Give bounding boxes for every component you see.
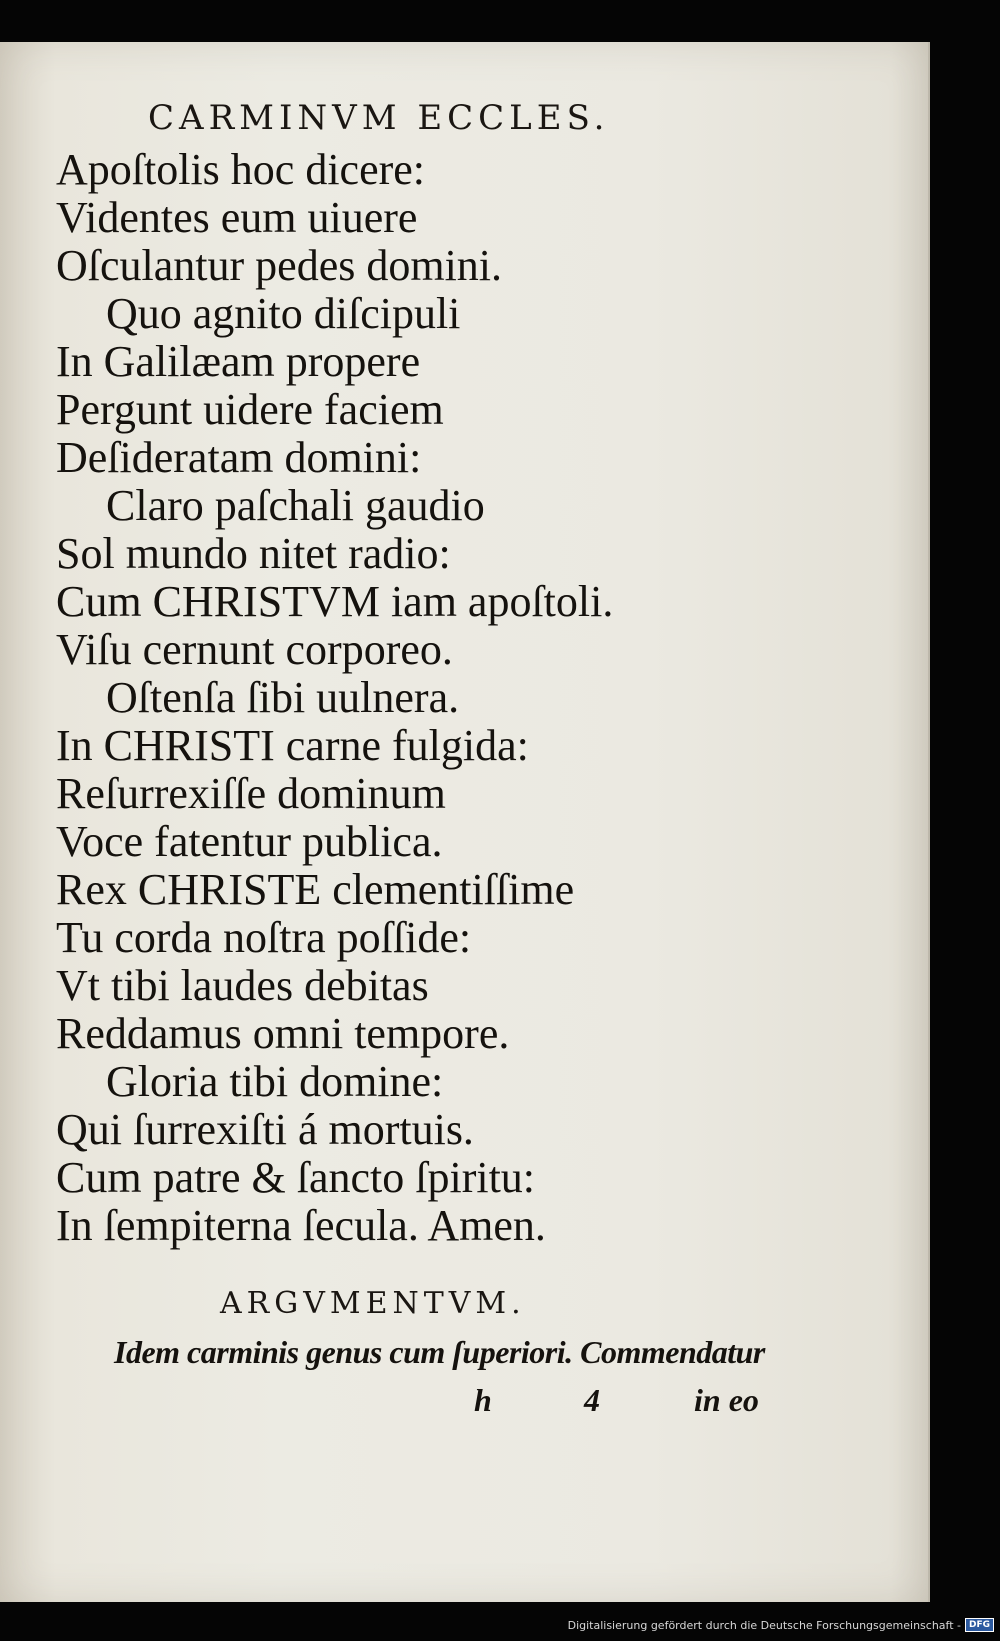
verse-line: Cum CHRISTVM iam apoſtoli. [56,577,614,626]
verse-line: Qui ſurrexiſti á mortuis. [56,1105,474,1154]
catchword: in eo [694,1382,759,1418]
verse-line: Viſu cernunt corporeo. [56,625,453,674]
verse-line: Cum patre & ſancto ſpiritu: [56,1153,536,1202]
verse-line: In ſempiterna ſecula. Amen. [56,1201,546,1250]
hymn-verse [56,146,613,1250]
verse-line: Videntes eum uiuere [56,193,418,242]
verse-line: Apoſtolis hoc dicere: [56,145,426,194]
signature-number: 4 [584,1382,600,1418]
verse-line: In CHRISTI carne fulgida: [56,721,529,770]
funding-credit [568,1615,994,1635]
verse-line: Reddamus omni tempore. [56,1009,510,1058]
verse-line: Reſurrexiſſe dominum [56,769,446,818]
verse-line: Claro paſchali gaudio [106,481,485,530]
signature-mark: h [474,1382,492,1418]
verse-line: Quo agnito diſcipuli [106,289,461,338]
argumentum-heading: ARGVMENTVM. [220,1286,526,1321]
dfg-logo-icon: DFG [965,1618,994,1632]
verse-line: Sol mundo nitet radio: [56,529,451,578]
verse-line: Rex CHRISTE clementiſſime [56,865,575,914]
verse-line: Voce fatentur publica. [56,817,443,866]
verse-line: Deſideratam domini: [56,433,422,482]
running-head: CARMINVM ECCLES. [148,98,610,138]
book-page [0,42,930,1602]
verse-line: Gloria tibi domine: [106,1057,444,1106]
argumentum-text: Idem carminis genus cum ſuperiori. Commendatur [114,1334,765,1370]
verse-line: Vt tibi laudes debitas [56,961,429,1010]
verse-line: In Galilæam propere [56,337,421,386]
credit-text: Digitalisierung gefördert durch die Deutsche Forschungsgemeinschaft - [567,1618,961,1632]
verse-line: Oſtenſa ſibi uulnera. [106,673,460,722]
verse-line: Tu corda noſtra poſſide: [56,913,472,962]
verse-line: Oſculantur pedes domini. [56,241,503,290]
verse-line: Pergunt uidere faciem [56,385,444,434]
